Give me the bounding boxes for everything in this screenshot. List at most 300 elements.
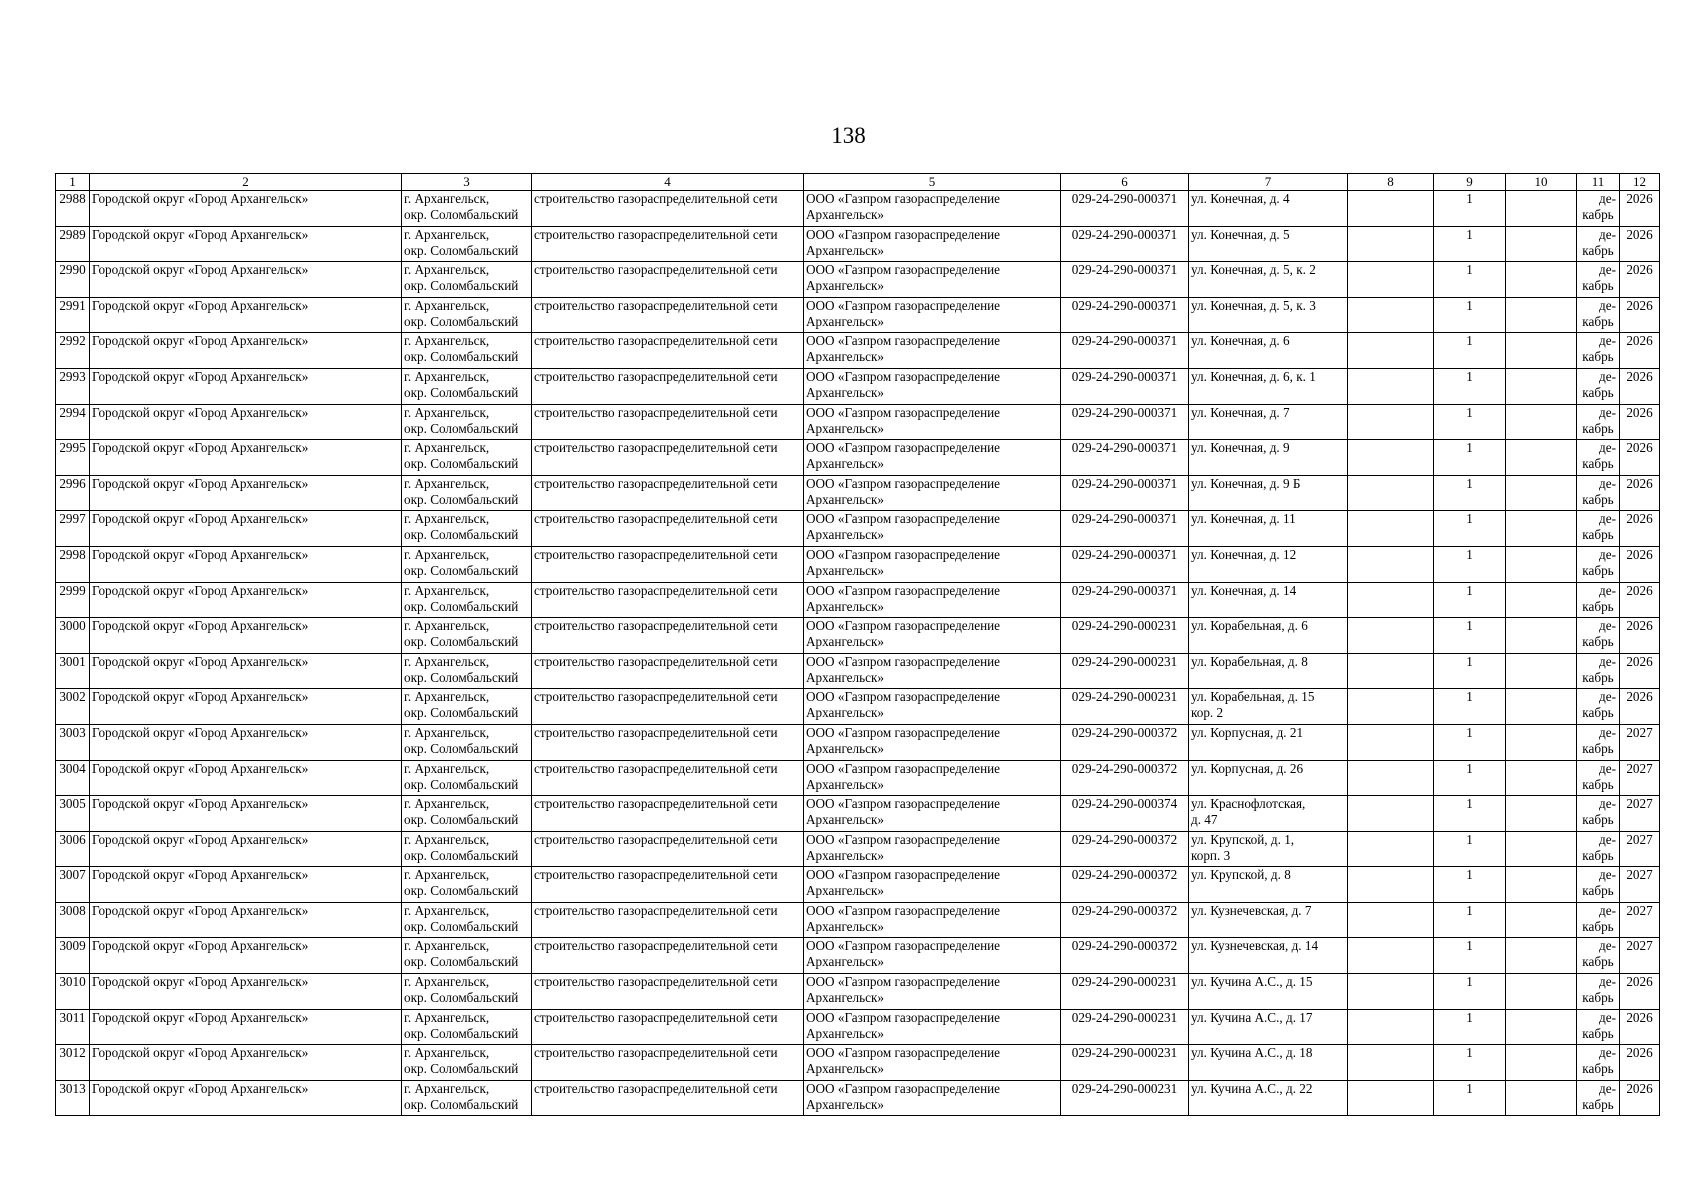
month-1-text: де-	[1599, 297, 1616, 313]
org-1-text: ООО «Газпром газораспределение	[806, 368, 1001, 384]
org-1-text: ООО «Газпром газораспределение	[806, 902, 1001, 918]
year-cell	[1620, 440, 1660, 476]
org-2-text: Архангельск»	[806, 1025, 884, 1041]
quantity-cell	[1434, 724, 1506, 760]
year-cell	[1620, 938, 1660, 974]
column-8-cell	[1348, 440, 1434, 476]
address-cell	[1189, 475, 1348, 511]
n-text: 3001	[59, 653, 86, 669]
program-code-cell	[1061, 546, 1189, 582]
org-2-text: Архангельск»	[806, 847, 884, 863]
month-cell	[1577, 262, 1620, 298]
month-cell	[1577, 191, 1620, 227]
org-2-text: Архангельск»	[806, 634, 884, 650]
addr-1-text: ул. Корабельная, д. 15	[1191, 689, 1315, 705]
header-cell: 4	[532, 174, 804, 191]
org-1-text: ООО «Газпром газораспределение	[806, 653, 1001, 669]
c9-text: 1	[1466, 404, 1473, 420]
work-type-cell	[532, 546, 804, 582]
locality-cell	[402, 902, 532, 938]
month-cell	[1577, 618, 1620, 654]
locality-cell	[402, 226, 532, 262]
quantity-cell	[1434, 404, 1506, 440]
column-10-cell	[1506, 653, 1577, 689]
month-cell	[1577, 511, 1620, 547]
month-2-text: кабрь	[1582, 883, 1614, 899]
code-text: 029-24-290-000231	[1071, 1009, 1178, 1025]
work-text: строительство газораспределительной сети	[534, 511, 778, 527]
program-code-cell	[1061, 974, 1189, 1010]
year-cell	[1620, 582, 1660, 618]
program-code-cell	[1061, 582, 1189, 618]
organization-cell	[804, 902, 1061, 938]
locality-1-text: г. Архангельск,	[404, 867, 490, 883]
org-1-text: ООО «Газпром газораспределение	[806, 760, 1001, 776]
n-text: 2992	[59, 333, 86, 349]
table-row	[56, 724, 1660, 760]
municipality-cell	[90, 475, 402, 511]
locality-cell	[402, 867, 532, 903]
org-2-text: Архангельск»	[806, 598, 884, 614]
month-cell	[1577, 724, 1620, 760]
locality-2-text: окр. Соломбальский	[404, 705, 519, 721]
month-cell	[1577, 938, 1620, 974]
year-text: 2027	[1626, 831, 1653, 847]
program-code-cell	[1061, 724, 1189, 760]
code-text: 029-24-290-000372	[1071, 724, 1178, 740]
year-cell	[1620, 511, 1660, 547]
work-type-cell	[532, 511, 804, 547]
row-number	[56, 618, 90, 654]
municipality-cell	[90, 653, 402, 689]
year-text: 2026	[1626, 262, 1653, 278]
year-text: 2026	[1626, 653, 1653, 669]
municipality-cell	[90, 902, 402, 938]
c9-text: 1	[1466, 1080, 1473, 1096]
column-8-cell	[1348, 546, 1434, 582]
locality-1-text: г. Архангельск,	[404, 262, 490, 278]
year-cell	[1620, 653, 1660, 689]
municipality-text: Городской округ «Город Архангельск»	[92, 1080, 309, 1096]
month-1-text: де-	[1599, 511, 1616, 527]
address-cell	[1189, 546, 1348, 582]
row-number	[56, 938, 90, 974]
work-text: строительство газораспределительной сети	[534, 653, 778, 669]
org-2-text: Архангельск»	[806, 491, 884, 507]
year-cell	[1620, 831, 1660, 867]
locality-cell	[402, 297, 532, 333]
locality-2-text: окр. Соломбальский	[404, 634, 519, 650]
year-cell	[1620, 760, 1660, 796]
addr-2-text: корп. 3	[1191, 847, 1231, 863]
table-row	[56, 618, 1660, 654]
n-text: 3007	[59, 867, 86, 883]
code-text: 029-24-290-000371	[1071, 582, 1178, 598]
month-2-text: кабрь	[1582, 207, 1614, 222]
table-body	[56, 191, 1660, 1116]
n-text: 3005	[59, 796, 86, 812]
locality-1-text: г. Архангельск,	[404, 333, 490, 349]
work-type-cell	[532, 404, 804, 440]
work-text: строительство газораспределительной сети	[534, 475, 778, 491]
c9-text: 1	[1466, 1009, 1473, 1025]
column-8-cell	[1348, 191, 1434, 227]
code-text: 029-24-290-000371	[1071, 333, 1178, 349]
n-text: 3004	[59, 760, 86, 776]
table-row	[56, 1045, 1660, 1081]
locality-2-text: окр. Соломбальский	[404, 313, 519, 329]
org-1-text: ООО «Газпром газораспределение	[806, 867, 1001, 883]
month-2-text: кабрь	[1582, 527, 1614, 543]
column-10-cell	[1506, 368, 1577, 404]
locality-cell	[402, 974, 532, 1010]
table-row	[56, 297, 1660, 333]
address-cell	[1189, 724, 1348, 760]
organization-cell	[804, 511, 1061, 547]
address-cell	[1189, 760, 1348, 796]
month-cell	[1577, 440, 1620, 476]
row-number	[56, 1080, 90, 1116]
month-cell	[1577, 475, 1620, 511]
work-type-cell	[532, 1045, 804, 1081]
work-text: строительство газораспределительной сети	[534, 404, 778, 420]
addr-1-text: ул. Конечная, д. 9	[1191, 440, 1290, 456]
locality-1-text: г. Архангельск,	[404, 689, 490, 705]
column-10-cell	[1506, 938, 1577, 974]
c9-text: 1	[1466, 297, 1473, 313]
code-text: 029-24-290-000374	[1071, 796, 1178, 812]
locality-1-text: г. Архангельск,	[404, 475, 490, 491]
column-10-cell	[1506, 724, 1577, 760]
org-1-text: ООО «Газпром газораспределение	[806, 689, 1001, 705]
municipality-cell	[90, 689, 402, 725]
addr-1-text: ул. Крупской, д. 1,	[1191, 831, 1295, 847]
work-text: строительство газораспределительной сети	[534, 689, 778, 705]
row-number	[56, 724, 90, 760]
addr-1-text: ул. Кучина А.С., д. 18	[1191, 1045, 1313, 1061]
month-cell	[1577, 404, 1620, 440]
c9-text: 1	[1466, 974, 1473, 990]
municipality-text: Городской округ «Город Архангельск»	[92, 724, 309, 740]
code-text: 029-24-290-000231	[1071, 974, 1178, 990]
program-code-cell	[1061, 297, 1189, 333]
municipality-cell	[90, 262, 402, 298]
municipality-text: Городской округ «Город Архангельск»	[92, 440, 309, 456]
addr-1-text: ул. Кучина А.С., д. 15	[1191, 974, 1313, 990]
work-text: строительство газораспределительной сети	[534, 1080, 778, 1096]
column-10-cell	[1506, 440, 1577, 476]
org-1-text: ООО «Газпром газораспределение	[806, 582, 1001, 598]
header-cell: 7	[1189, 174, 1348, 191]
addr-1-text: ул. Корпусная, д. 26	[1191, 760, 1304, 776]
locality-2-text: окр. Соломбальский	[404, 456, 519, 472]
municipality-cell	[90, 974, 402, 1010]
table-row	[56, 404, 1660, 440]
column-10-cell	[1506, 582, 1577, 618]
table-row	[56, 368, 1660, 404]
addr-1-text: ул. Конечная, д. 12	[1191, 546, 1297, 562]
locality-cell	[402, 511, 532, 547]
column-8-cell	[1348, 689, 1434, 725]
month-1-text: де-	[1599, 1009, 1616, 1025]
month-cell	[1577, 831, 1620, 867]
month-cell	[1577, 653, 1620, 689]
addr-1-text: ул. Конечная, д. 6, к. 1	[1191, 368, 1316, 384]
locality-2-text: окр. Соломбальский	[404, 847, 519, 863]
organization-cell	[804, 724, 1061, 760]
org-1-text: ООО «Газпром газораспределение	[806, 796, 1001, 812]
c9-text: 1	[1466, 938, 1473, 954]
quantity-cell	[1434, 796, 1506, 832]
year-cell	[1620, 226, 1660, 262]
addr-1-text: ул. Конечная, д. 9 Б	[1191, 475, 1301, 491]
quantity-cell	[1434, 368, 1506, 404]
organization-cell	[804, 262, 1061, 298]
municipality-text: Городской округ «Город Архангельск»	[92, 1045, 309, 1061]
code-text: 029-24-290-000371	[1071, 404, 1178, 420]
column-8-cell	[1348, 1009, 1434, 1045]
column-8-cell	[1348, 831, 1434, 867]
column-8-cell	[1348, 974, 1434, 1010]
code-text: 029-24-290-000231	[1071, 618, 1178, 634]
month-2-text: кабрь	[1582, 812, 1614, 828]
municipality-text: Городской округ «Город Архангельск»	[92, 796, 309, 812]
work-type-cell	[532, 1009, 804, 1045]
work-type-cell	[532, 902, 804, 938]
column-8-cell	[1348, 333, 1434, 369]
work-type-cell	[532, 974, 804, 1010]
address-cell	[1189, 511, 1348, 547]
month-2-text: кабрь	[1582, 598, 1614, 614]
table-row	[56, 262, 1660, 298]
row-number	[56, 796, 90, 832]
quantity-cell	[1434, 618, 1506, 654]
locality-2-text: окр. Соломбальский	[404, 349, 519, 365]
n-text: 3000	[59, 618, 86, 634]
year-text: 2027	[1626, 902, 1653, 918]
row-number	[56, 333, 90, 369]
org-2-text: Архангельск»	[806, 918, 884, 934]
org-2-text: Архангельск»	[806, 242, 884, 258]
month-cell	[1577, 796, 1620, 832]
org-1-text: ООО «Газпром газораспределение	[806, 724, 1001, 740]
month-cell	[1577, 1009, 1620, 1045]
month-2-text: кабрь	[1582, 278, 1614, 294]
c9-text: 1	[1466, 902, 1473, 918]
column-10-cell	[1506, 618, 1577, 654]
n-text: 2995	[59, 440, 86, 456]
municipality-cell	[90, 724, 402, 760]
code-text: 029-24-290-000371	[1071, 475, 1178, 491]
organization-cell	[804, 938, 1061, 974]
month-cell	[1577, 974, 1620, 1010]
table-row	[56, 760, 1660, 796]
locality-cell	[402, 938, 532, 974]
work-type-cell	[532, 333, 804, 369]
municipality-cell	[90, 938, 402, 974]
column-8-cell	[1348, 724, 1434, 760]
column-10-cell	[1506, 226, 1577, 262]
quantity-cell	[1434, 226, 1506, 262]
municipality-text: Городской округ «Город Архангельск»	[92, 689, 309, 705]
table-row	[56, 867, 1660, 903]
year-cell	[1620, 191, 1660, 227]
locality-2-text: окр. Соломбальский	[404, 918, 519, 934]
column-10-cell	[1506, 1080, 1577, 1116]
locality-1-text: г. Архангельск,	[404, 831, 490, 847]
locality-cell	[402, 653, 532, 689]
month-cell	[1577, 297, 1620, 333]
program-code-cell	[1061, 262, 1189, 298]
quantity-cell	[1434, 582, 1506, 618]
program-code-cell	[1061, 796, 1189, 832]
municipality-text: Городской округ «Город Архангельск»	[92, 582, 309, 598]
month-cell	[1577, 689, 1620, 725]
c9-text: 1	[1466, 511, 1473, 527]
organization-cell	[804, 546, 1061, 582]
month-1-text: де-	[1599, 333, 1616, 349]
row-number	[56, 226, 90, 262]
row-number	[56, 511, 90, 547]
year-cell	[1620, 1045, 1660, 1081]
month-2-text: кабрь	[1582, 990, 1614, 1006]
year-text: 2026	[1626, 297, 1653, 313]
address-cell	[1189, 1045, 1348, 1081]
org-1-text: ООО «Газпром газораспределение	[806, 191, 1001, 206]
month-1-text: де-	[1599, 653, 1616, 669]
org-1-text: ООО «Газпром газораспределение	[806, 226, 1001, 242]
column-8-cell	[1348, 796, 1434, 832]
org-2-text: Архангельск»	[806, 1096, 884, 1112]
quantity-cell	[1434, 902, 1506, 938]
c9-text: 1	[1466, 440, 1473, 456]
c9-text: 1	[1466, 618, 1473, 634]
work-text: строительство газораспределительной сети	[534, 582, 778, 598]
municipality-text: Городской округ «Город Архангельск»	[92, 653, 309, 669]
organization-cell	[804, 226, 1061, 262]
address-cell	[1189, 297, 1348, 333]
month-2-text: кабрь	[1582, 954, 1614, 970]
locality-1-text: г. Архангельск,	[404, 582, 490, 598]
organization-cell	[804, 440, 1061, 476]
month-cell	[1577, 582, 1620, 618]
locality-1-text: г. Архангельск,	[404, 404, 490, 420]
organization-cell	[804, 1009, 1061, 1045]
work-text: строительство газораспределительной сети	[534, 297, 778, 313]
month-1-text: де-	[1599, 475, 1616, 491]
municipality-cell	[90, 582, 402, 618]
year-cell	[1620, 546, 1660, 582]
row-number	[56, 582, 90, 618]
org-1-text: ООО «Газпром газораспределение	[806, 618, 1001, 634]
year-cell	[1620, 297, 1660, 333]
program-code-cell	[1061, 831, 1189, 867]
month-2-text: кабрь	[1582, 313, 1614, 329]
locality-1-text: г. Архангельск,	[404, 796, 490, 812]
quantity-cell	[1434, 653, 1506, 689]
quantity-cell	[1434, 333, 1506, 369]
org-2-text: Архангельск»	[806, 776, 884, 792]
month-2-text: кабрь	[1582, 776, 1614, 792]
header-cell: 12	[1620, 174, 1660, 191]
org-2-text: Архангельск»	[806, 278, 884, 294]
work-text: строительство газораспределительной сети	[534, 760, 778, 776]
column-10-cell	[1506, 902, 1577, 938]
row-number	[56, 1045, 90, 1081]
work-type-cell	[532, 582, 804, 618]
organization-cell	[804, 689, 1061, 725]
municipality-text: Городской округ «Город Архангельск»	[92, 938, 309, 954]
month-2-text: кабрь	[1582, 918, 1614, 934]
work-text: строительство газораспределительной сети	[534, 368, 778, 384]
month-2-text: кабрь	[1582, 562, 1614, 578]
municipality-cell	[90, 404, 402, 440]
n-text: 3009	[59, 938, 86, 954]
row-number	[56, 653, 90, 689]
work-type-cell	[532, 938, 804, 974]
column-10-cell	[1506, 867, 1577, 903]
address-cell	[1189, 1009, 1348, 1045]
locality-1-text: г. Архангельск,	[404, 1080, 490, 1096]
year-text: 2026	[1626, 475, 1653, 491]
column-8-cell	[1348, 297, 1434, 333]
address-cell	[1189, 1080, 1348, 1116]
org-2-text: Архангельск»	[806, 990, 884, 1006]
locality-cell	[402, 404, 532, 440]
code-text: 029-24-290-000371	[1071, 546, 1178, 562]
work-text: строительство газораспределительной сети	[534, 262, 778, 278]
address-cell	[1189, 796, 1348, 832]
municipality-text: Городской округ «Город Архангельск»	[92, 1009, 309, 1025]
locality-2-text: окр. Соломбальский	[404, 669, 519, 685]
month-1-text: де-	[1599, 689, 1616, 705]
row-number	[56, 902, 90, 938]
address-cell	[1189, 867, 1348, 903]
work-type-cell	[532, 368, 804, 404]
address-cell	[1189, 262, 1348, 298]
code-text: 029-24-290-000372	[1071, 867, 1178, 883]
year-cell	[1620, 475, 1660, 511]
locality-2-text: окр. Соломбальский	[404, 384, 519, 400]
municipality-text: Городской округ «Город Архангельск»	[92, 546, 309, 562]
locality-2-text: окр. Соломбальский	[404, 598, 519, 614]
locality-1-text: г. Архангельск,	[404, 902, 490, 918]
n-text: 3011	[59, 1009, 86, 1025]
month-cell	[1577, 1045, 1620, 1081]
addr-1-text: ул. Кузнечевская, д. 7	[1191, 902, 1312, 918]
month-2-text: кабрь	[1582, 740, 1614, 756]
month-2-text: кабрь	[1582, 1061, 1614, 1077]
work-text: строительство газораспределительной сети	[534, 724, 778, 740]
program-code-cell	[1061, 867, 1189, 903]
work-type-cell	[532, 475, 804, 511]
addr-1-text: ул. Конечная, д. 5	[1191, 226, 1290, 242]
year-cell	[1620, 1080, 1660, 1116]
addr-1-text: ул. Кучина А.С., д. 17	[1191, 1009, 1313, 1025]
locality-2-text: окр. Соломбальский	[404, 1061, 519, 1077]
municipality-cell	[90, 546, 402, 582]
work-type-cell	[532, 226, 804, 262]
column-8-cell	[1348, 1045, 1434, 1081]
organization-cell	[804, 1045, 1061, 1081]
n-text: 2997	[59, 511, 86, 527]
column-8-cell	[1348, 760, 1434, 796]
column-8-cell	[1348, 653, 1434, 689]
municipality-text: Городской округ «Город Архангельск»	[92, 368, 309, 384]
month-cell	[1577, 333, 1620, 369]
month-2-text: кабрь	[1582, 349, 1614, 365]
work-type-cell	[532, 297, 804, 333]
